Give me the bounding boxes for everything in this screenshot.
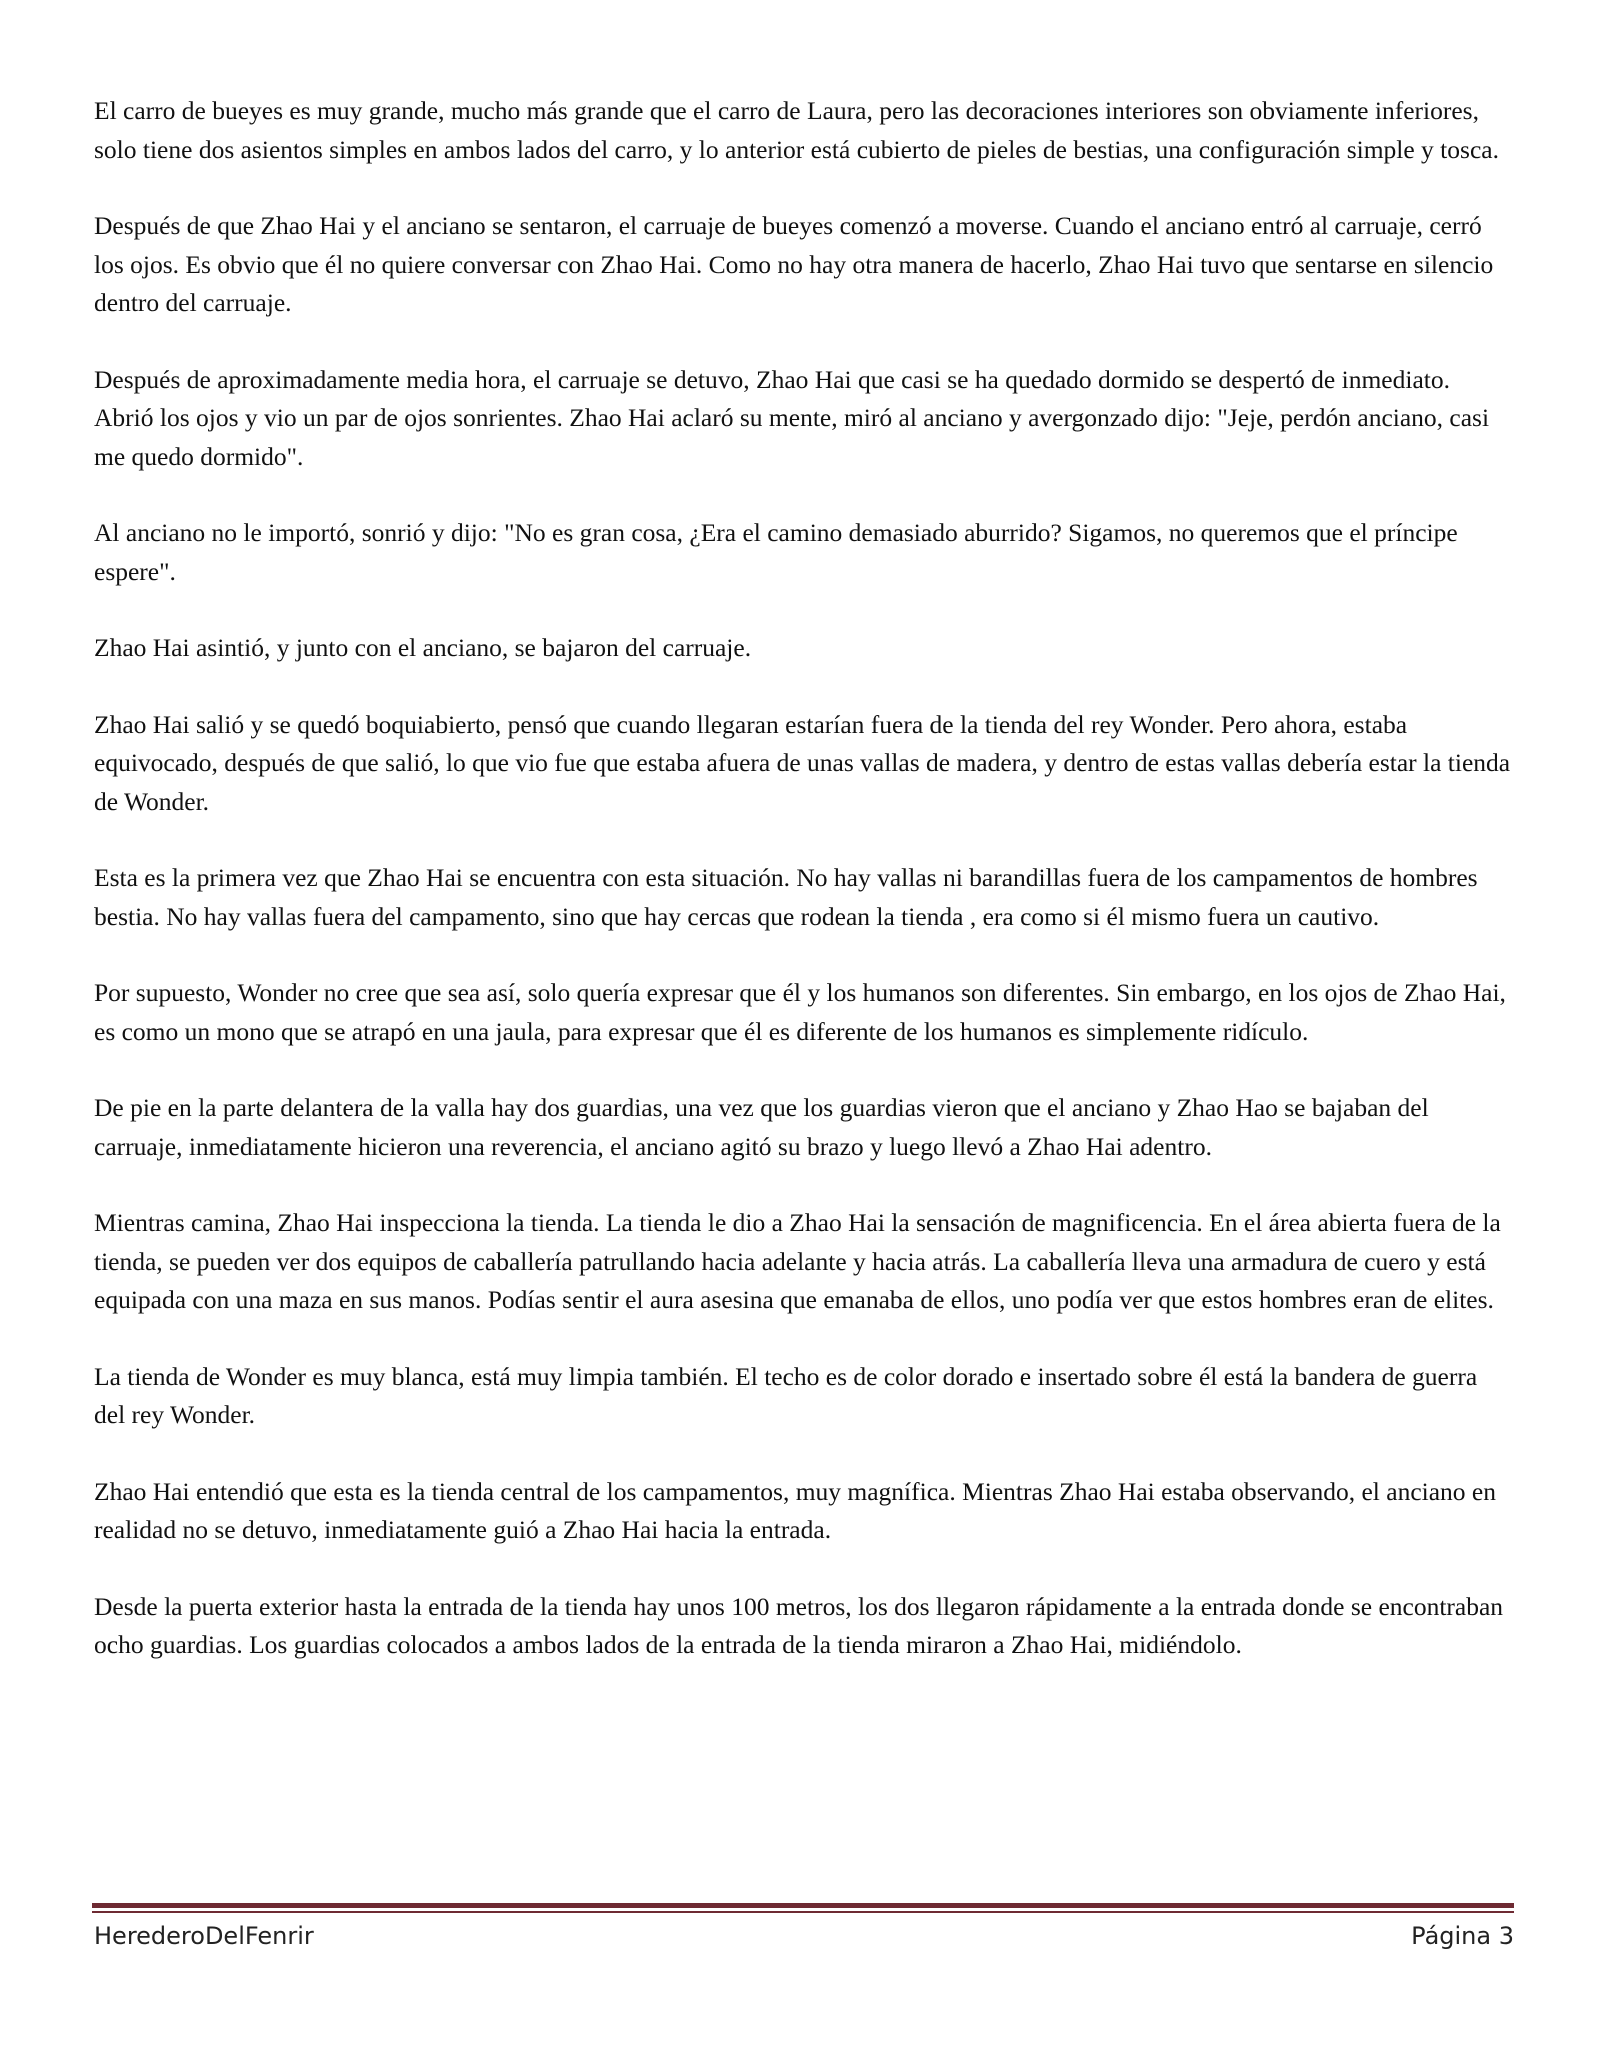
paragraph-9: De pie en la parte delantera de la valla hay dos guardias, una vez que los guardias vieron que el anciano y Zhao Hao se bajaban del carruaje, inmediatamente hicieron una reverencia, el anciano agitó su brazo y luego llevó a Zhao Hai adentro.: [94, 1093, 1429, 1161]
document-body: [94, 92, 1514, 1703]
footer-divider-thick: [92, 1903, 1514, 1908]
paragraph-1: El carro de bueyes es muy grande, mucho más grande que el carro de Laura, pero las decoraciones interiores son obviamente inferiores, solo tiene dos asientos simples en ambos lados del carro, y lo anterior está cubierto de pieles de bestias, una configuración simple y tosca.: [94, 96, 1499, 164]
footer-author: HerederoDelFenrir: [94, 1922, 314, 1950]
paragraph-11: La tienda de Wonder es muy blanca, está muy limpia también. El techo es de color dorado e insertado sobre él está la bandera de guerra del rey Wonder.: [94, 1361, 1478, 1429]
paragraph-5: Zhao Hai asintió, y junto con el anciano, se bajaron del carruaje.: [94, 633, 752, 662]
paragraph-3: Después de aproximadamente media hora, el carruaje se detuvo, Zhao Hai que casi se ha quedado dormido se despertó de inmediato. Abrió los ojos y vio un par de ojos sonrientes. Zhao Hai aclaró su mente, miró al anciano y avergonzado dijo: "Jeje, perdón anciano, casi me quedo dormido".: [94, 364, 1490, 471]
footer-page-number: Página 3: [1411, 1922, 1514, 1950]
paragraph-8: Por supuesto, Wonder no cree que sea así, solo quería expresar que él y los humanos son diferentes. Sin embargo, en los ojos de Zhao Hai, es como un mono que se atrapó en una jaula, para expresar que él es diferente de los humanos es simplemente ridículo.: [94, 978, 1506, 1046]
paragraph-4: Al anciano no le importó, sonrió y dijo: "No es gran cosa, ¿Era el camino demasiado aburrido? Sigamos, no queremos que el príncipe espere".: [94, 518, 1458, 586]
paragraph-12: Zhao Hai entendió que esta es la tienda central de los campamentos, muy magnífica. Mientras Zhao Hai estaba observando, el anciano en realidad no se detuvo, inmediatamente guió a Zhao Hai hacia la entrada.: [94, 1476, 1496, 1544]
paragraph-13: Desde la puerta exterior hasta la entrada de la tienda hay unos 100 metros, los dos llegaron rápidamente a la entrada donde se encontraban ocho guardias. Los guardias colocados a ambos lados de la entrada de la tienda miraron a Zhao Hai, midiéndolo.: [94, 1591, 1504, 1659]
paragraph-2: Después de que Zhao Hai y el anciano se sentaron, el carruaje de bueyes comenzó a moverse. Cuando el anciano entró al carruaje, cerró los ojos. Es obvio que él no quiere conversar con Zhao Hai. Como no hay otra manera de hacerlo, Zhao Hai tuvo que sentarse en silencio dentro del carruaje.: [94, 211, 1494, 317]
paragraph-10: Mientras camina, Zhao Hai inspecciona la tienda. La tienda le dio a Zhao Hai la sensación de magnificencia. En el área abierta fuera de la tienda, se pueden ver dos equipos de caballería patrullando hacia adelante y hacia atrás. La caballería lleva una armadura de cuero y está equipada con una maza en sus manos. Podías sentir el aura asesina que emanaba de ellos, uno podía ver que estos hombres eran de elites.: [94, 1208, 1501, 1314]
paragraph-7: Esta es la primera vez que Zhao Hai se encuentra con esta situación. No hay vallas ni barandillas fuera de los campamentos de hombres bestia. No hay vallas fuera del campamento, sino que hay cercas que rodean la tienda , era como si él mismo fuera un cautivo.: [94, 863, 1478, 931]
footer-divider-thin: [92, 1911, 1514, 1913]
paragraph-6: Zhao Hai salió y se quedó boquiabierto, pensó que cuando llegaran estarían fuera de la tienda del rey Wonder. Pero ahora, estaba equivocado, después de que salió, lo que vio fue que estaba afuera de unas vallas de madera, y dentro de estas vallas debería estar la tienda de Wonder.: [94, 709, 1511, 816]
page-footer: [94, 1918, 1514, 1954]
